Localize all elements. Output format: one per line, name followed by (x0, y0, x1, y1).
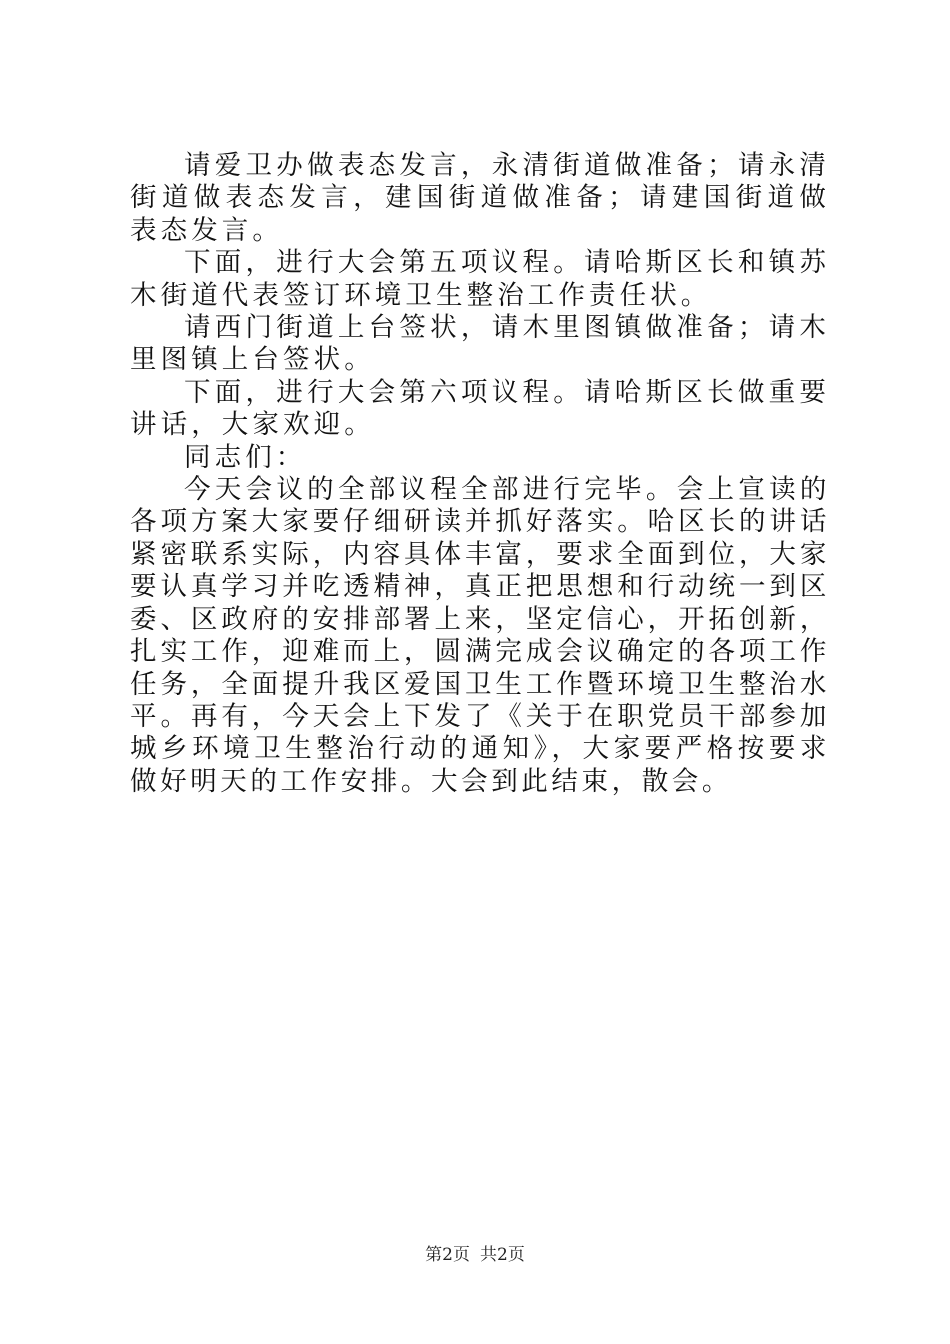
paragraph-2: 下面，进行大会第五项议程。请哈斯区长和镇苏木街道代表签订环境卫生整治工作责任状。 (130, 247, 830, 311)
paragraph-4: 下面，进行大会第六项议程。请哈斯区长做重要讲话，大家欢迎。 (130, 376, 830, 441)
page-total: 共2页 (480, 1245, 525, 1265)
document-body (130, 150, 830, 798)
closing-paragraph: 今天会议的全部议程全部进行完毕。会上宣读的各项方案大家要仔细研读并抓好落实。哈区长的讲话紧密联系实际，内容具体丰富，要求全面到位，大家要认真学习并吃透精神，真正把思想和行动统一到区委、区政府的安排部署上来，坚定信心，开拓创新，扎实工作，迎难而上，圆满完成会议确定的各项工作任务，全面提升我区爱国卫生工作暨环境卫生整治水平。再有，今天会上下发了《关于在职党员干部参加城乡环境卫生整治行动的通知》，大家要严格按要求做好明天的工作安排。大会到此结束，散会。 (130, 474, 830, 797)
page-footer (0, 1244, 950, 1266)
page-number: 第2页 (425, 1245, 470, 1265)
greeting-paragraph: 同志们： (184, 441, 307, 473)
paragraph-3: 请西门街道上台签状，请木里图镇做准备；请木里图镇上台签状。 (130, 312, 830, 376)
paragraph-1: 请爱卫办做表态发言，永清街道做准备；请永清街道做表态发言，建国街道做准备；请建国街道做表态发言。 (130, 150, 830, 246)
